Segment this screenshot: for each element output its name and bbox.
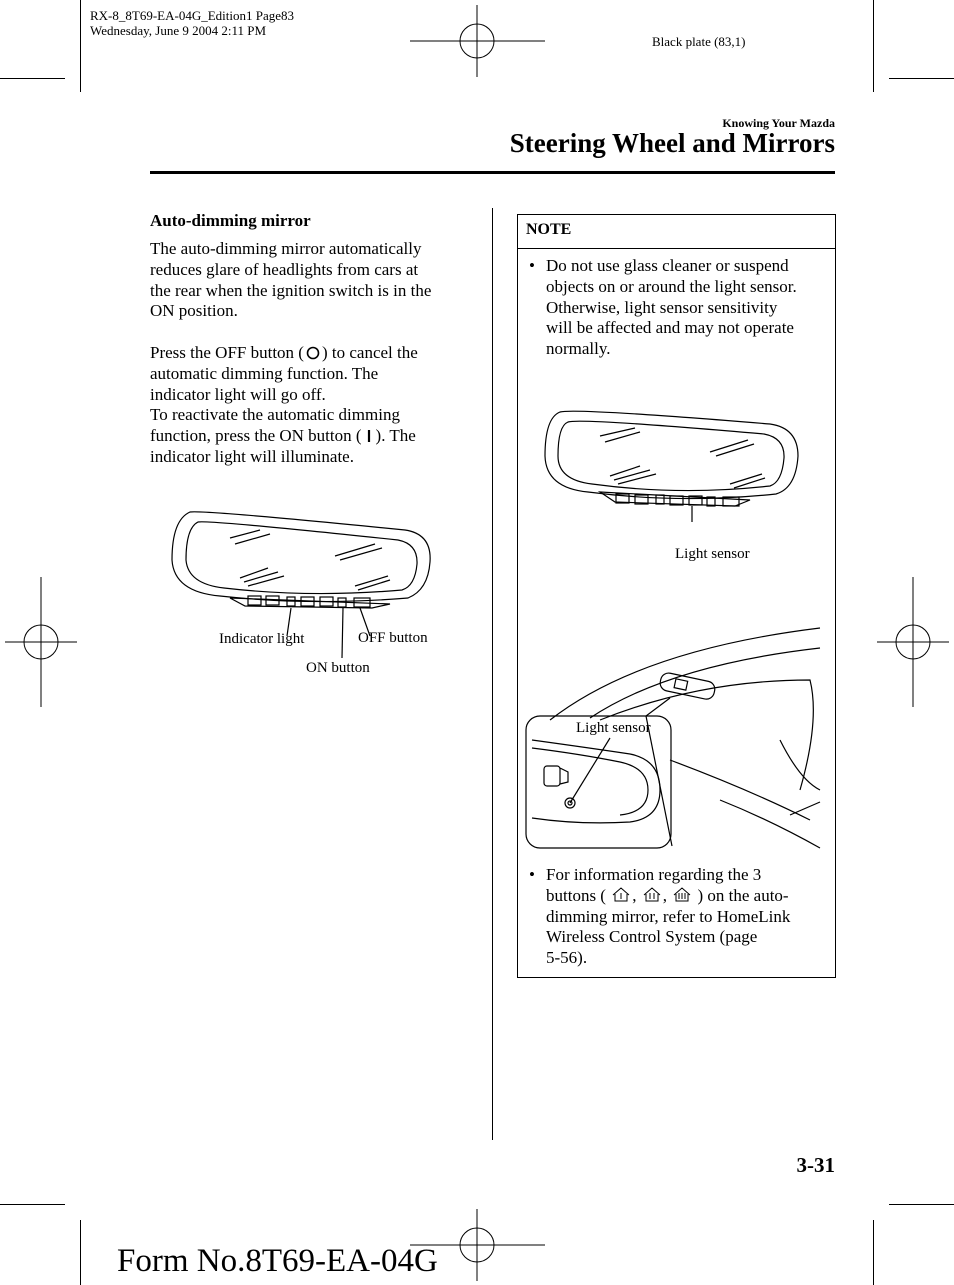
text-span: ) to cancel the <box>321 343 418 362</box>
header-rule <box>150 171 835 174</box>
print-header <box>90 8 294 38</box>
text-line <box>546 886 829 907</box>
text-span: function, press the ON button ( <box>150 426 362 446</box>
homelink-button-3-icon <box>671 886 693 904</box>
windshield-illustration <box>520 620 825 852</box>
text-span: ). The <box>375 426 416 446</box>
text-span: , <box>662 885 667 905</box>
mirror-sensor-illustration <box>540 400 810 525</box>
indicator-light-label: Indicator light <box>219 631 305 647</box>
text-span: buttons ( <box>546 885 606 905</box>
crop-mark <box>889 78 954 79</box>
text-line: normally. <box>546 339 611 359</box>
bullet-icon: • <box>529 256 535 275</box>
text-span: Press the OFF button ( <box>150 343 304 362</box>
page-number: 3-31 <box>796 1153 835 1177</box>
text-line: Wireless Control System (page <box>546 927 758 947</box>
text-line: 5-56). <box>546 948 588 968</box>
crop-mark <box>80 0 81 92</box>
text-line: automatic dimming function. The <box>150 363 379 383</box>
off-button-label: OFF button <box>358 630 428 646</box>
homelink-button-1-icon <box>610 886 632 904</box>
print-file-line: RX-8_8T69-EA-04G_Edition1 Page83 <box>90 8 295 23</box>
paragraph-buttons <box>150 343 480 468</box>
crop-mark <box>873 0 874 92</box>
plate-label: Black plate (83,1) <box>652 34 746 49</box>
light-sensor-label-1: Light sensor <box>675 546 750 562</box>
crop-mark <box>80 1220 81 1285</box>
text-line: ON position. <box>150 301 238 321</box>
registration-mark-left <box>5 577 77 707</box>
off-button-icon <box>304 345 322 361</box>
note-bullet-2 <box>529 865 829 969</box>
text-line: reduces glare of headlights from cars at <box>150 259 419 279</box>
column-divider <box>492 208 493 1140</box>
note-bullet-1 <box>529 256 829 360</box>
light-sensor-label-2: Light sensor <box>576 720 651 736</box>
crop-mark <box>873 1220 874 1285</box>
text-line: For information regarding the 3 <box>546 865 762 884</box>
mirror-illustration <box>160 500 460 685</box>
text-line: indicator light will go off. <box>150 384 326 404</box>
text-line: Do not use glass cleaner or suspend <box>546 256 789 275</box>
note-heading: NOTE <box>526 221 572 238</box>
text-line: The auto-dimming mirror automatically <box>150 239 422 258</box>
text-line: To reactivate the automatic dimming <box>150 405 400 425</box>
registration-mark-right <box>877 577 949 707</box>
chapter-label: Knowing Your Mazda <box>722 116 835 130</box>
page-title: Steering Wheel and Mirrors <box>509 128 835 158</box>
on-button-icon <box>362 428 376 444</box>
on-button-label: ON button <box>306 660 370 676</box>
registration-mark-top <box>410 5 545 77</box>
text-line: will be affected and may not operate <box>546 318 794 338</box>
text-line: objects on or around the light sensor. <box>546 276 797 296</box>
section-heading: Auto-dimming mirror <box>150 211 311 230</box>
homelink-button-2-icon <box>641 886 663 904</box>
text-line: Otherwise, light sensor sensitivity <box>546 297 778 317</box>
text-line: the rear when the ignition switch is in the <box>150 280 432 300</box>
form-number: Form No.8T69-EA-04G <box>117 1243 438 1279</box>
text-span: ) on the auto- <box>697 885 789 905</box>
note-divider <box>517 248 835 249</box>
print-date-line: Wednesday, June 9 2004 2:11 PM <box>90 23 267 38</box>
crop-mark <box>0 78 65 79</box>
paragraph-intro <box>150 239 480 322</box>
crop-mark <box>889 1204 954 1205</box>
bullet-icon: • <box>529 865 535 884</box>
crop-mark <box>0 1204 65 1205</box>
text-line <box>150 343 480 364</box>
text-span: , <box>632 885 637 905</box>
text-line <box>150 426 480 447</box>
text-line: dimming mirror, refer to HomeLink <box>546 906 791 926</box>
text-line: indicator light will illuminate. <box>150 446 354 466</box>
